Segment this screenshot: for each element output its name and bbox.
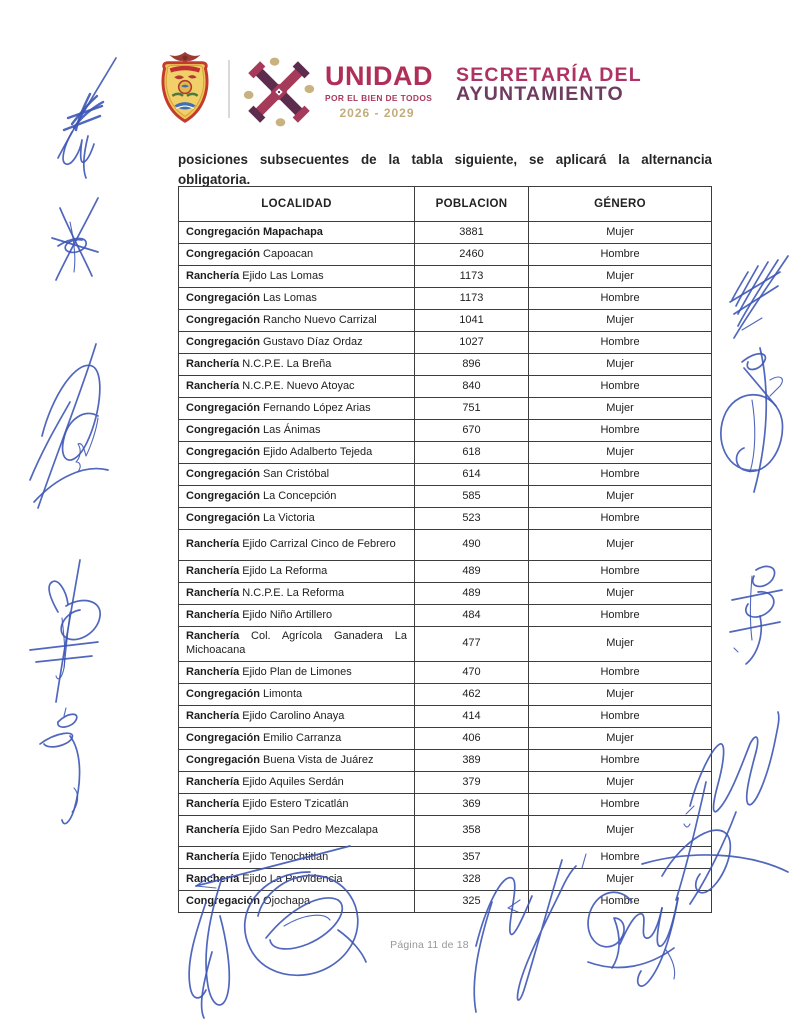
gender-cell: Mujer [529, 772, 712, 794]
table-row [179, 486, 712, 508]
brand-block [325, 61, 433, 120]
gender-cell: Hombre [529, 332, 712, 354]
table-row [179, 794, 712, 816]
signature-left-middle [30, 344, 108, 508]
population-cell: 462 [415, 684, 529, 706]
population-cell: 751 [415, 398, 529, 420]
table-row [179, 266, 712, 288]
population-cell: 357 [415, 847, 529, 869]
table-row [179, 750, 712, 772]
secretariat-block [456, 66, 642, 104]
population-cell: 389 [415, 750, 529, 772]
locality-cell: Congregación Ojochapa [179, 891, 415, 913]
table-row [179, 583, 712, 605]
population-cell: 1041 [415, 310, 529, 332]
secretariat-line2: AYUNTAMIENTO [456, 83, 624, 106]
gender-cell: Hombre [529, 706, 712, 728]
table-row [179, 376, 712, 398]
gender-cell: Hombre [529, 750, 712, 772]
gender-cell: Hombre [529, 891, 712, 913]
brand-years: 2026 - 2029 [339, 106, 415, 120]
table-row [179, 706, 712, 728]
gender-cell: Hombre [529, 508, 712, 530]
table-row [179, 398, 712, 420]
population-cell: 484 [415, 605, 529, 627]
column-header-genero: GÉNERO [529, 187, 712, 222]
population-cell: 489 [415, 583, 529, 605]
locality-cell: Congregación San Cristóbal [179, 464, 415, 486]
gender-cell: Hombre [529, 376, 712, 398]
locality-cell: Congregación Buena Vista de Juárez [179, 750, 415, 772]
locality-cell: Congregación Las Lomas [179, 288, 415, 310]
gender-cell: Mujer [529, 816, 712, 847]
population-cell: 614 [415, 464, 529, 486]
gender-cell: Mujer [529, 486, 712, 508]
locality-cell: Ranchería Ejido Tenochtitlan [179, 847, 415, 869]
gender-cell: Mujer [529, 583, 712, 605]
population-cell: 1173 [415, 288, 529, 310]
population-cell: 406 [415, 728, 529, 750]
table-row [179, 288, 712, 310]
gender-cell: Hombre [529, 847, 712, 869]
page-number: Página 11 de 18 [390, 939, 469, 951]
locality-cell: Ranchería Ejido Carrizal Cinco de Febrero [179, 530, 415, 561]
population-cell: 470 [415, 662, 529, 684]
unity-knot-logo-icon [242, 55, 316, 129]
table-row [179, 530, 712, 561]
table-row [179, 891, 712, 913]
locality-cell: Ranchería Ejido La Providencia [179, 869, 415, 891]
population-cell: 490 [415, 530, 529, 561]
locality-cell: Ranchería Ejido La Reforma [179, 561, 415, 583]
locality-cell: Ranchería Ejido Las Lomas [179, 266, 415, 288]
locality-cell: Congregación Mapachapa [179, 222, 415, 244]
locality-cell: Congregación Emilio Carranza [179, 728, 415, 750]
gender-cell: Hombre [529, 561, 712, 583]
population-cell: 1027 [415, 332, 529, 354]
locality-cell: Congregación Ejido Adalberto Tejeda [179, 442, 415, 464]
gender-cell: Hombre [529, 464, 712, 486]
gender-cell: Hombre [529, 420, 712, 442]
locality-cell: Congregación Limonta [179, 684, 415, 706]
coat-of-arms-icon [155, 50, 215, 128]
population-cell: 3881 [415, 222, 529, 244]
population-cell: 477 [415, 627, 529, 662]
population-cell: 1173 [415, 266, 529, 288]
table-row [179, 310, 712, 332]
gender-cell: Mujer [529, 728, 712, 750]
gender-cell: Mujer [529, 530, 712, 561]
table-row [179, 847, 712, 869]
table-row [179, 244, 712, 266]
gender-cell: Mujer [529, 442, 712, 464]
gender-cell: Hombre [529, 288, 712, 310]
gender-cell: Hombre [529, 605, 712, 627]
table-row [179, 605, 712, 627]
locality-cell: Ranchería Ejido Niño Artillero [179, 605, 415, 627]
population-cell: 618 [415, 442, 529, 464]
population-cell: 325 [415, 891, 529, 913]
table-row [179, 222, 712, 244]
locality-cell: Congregación La Concepción [179, 486, 415, 508]
intro-paragraph: posiciones subsecuentes de la tabla siguiente, se aplicará la alternancia obligatoria. [178, 152, 712, 187]
locality-cell: Ranchería Ejido Aquiles Serdán [179, 772, 415, 794]
population-cell: 2460 [415, 244, 529, 266]
locality-cell: Ranchería N.C.P.E. Nuevo Atoyac [179, 376, 415, 398]
locality-cell: Congregación Rancho Nuevo Carrizal [179, 310, 415, 332]
table-row [179, 354, 712, 376]
population-cell: 840 [415, 376, 529, 398]
population-cell: 489 [415, 561, 529, 583]
locality-cell: Congregación Fernando López Arias [179, 398, 415, 420]
gender-cell: Hombre [529, 244, 712, 266]
population-cell: 585 [415, 486, 529, 508]
population-cell: 358 [415, 816, 529, 847]
locality-cell: Ranchería Ejido San Pedro Mezcalapa [179, 816, 415, 847]
gender-cell: Mujer [529, 310, 712, 332]
table-row [179, 442, 712, 464]
table-row [179, 816, 712, 847]
column-header-poblacion: POBLACION [415, 187, 529, 222]
signature-right-upper [730, 256, 788, 338]
gender-cell: Mujer [529, 869, 712, 891]
gender-cell: Mujer [529, 266, 712, 288]
signature-top-left [58, 58, 116, 178]
gender-cell: Mujer [529, 627, 712, 662]
table-header-row [179, 187, 712, 222]
gender-cell: Mujer [529, 222, 712, 244]
population-cell: 670 [415, 420, 529, 442]
brand-title: UNIDAD [325, 61, 433, 91]
population-cell: 328 [415, 869, 529, 891]
table-row [179, 508, 712, 530]
table-row [179, 662, 712, 684]
table-body [179, 222, 712, 913]
gender-cell: Hombre [529, 662, 712, 684]
population-cell: 896 [415, 354, 529, 376]
locality-cell: Ranchería Ejido Carolino Anaya [179, 706, 415, 728]
table-row [179, 332, 712, 354]
locality-cell: Congregación Gustavo Díaz Ordaz [179, 332, 415, 354]
table-row [179, 869, 712, 891]
header-divider [228, 60, 230, 118]
signature-right-lower [730, 566, 782, 664]
gender-cell: Mujer [529, 398, 712, 420]
signature-left-lower [30, 560, 100, 702]
gender-cell: Mujer [529, 354, 712, 376]
secretariat-line1: SECRETARÍA DEL [456, 64, 642, 86]
locality-cell: Congregación Las Ánimas [179, 420, 415, 442]
population-cell: 523 [415, 508, 529, 530]
table-row [179, 728, 712, 750]
table-row [179, 420, 712, 442]
signature-right-middle [721, 348, 783, 492]
table-row [179, 627, 712, 662]
brand-subtitle: POR EL BIEN DE TODOS [325, 93, 433, 103]
locality-cell: Congregación La Victoria [179, 508, 415, 530]
population-cell: 369 [415, 794, 529, 816]
table-row [179, 684, 712, 706]
locality-table [178, 186, 712, 913]
locality-cell: Ranchería N.C.P.E. La Reforma [179, 583, 415, 605]
gender-cell: Hombre [529, 794, 712, 816]
signature-left-bottom [40, 708, 80, 824]
signature-left-upper [52, 198, 98, 280]
locality-cell: Ranchería Col. Agrícola Ganadera La Michoacana [179, 627, 415, 662]
locality-cell: Ranchería N.C.P.E. La Breña [179, 354, 415, 376]
column-header-localidad: LOCALIDAD [179, 187, 415, 222]
locality-cell: Ranchería Ejido Estero Tzicatlán [179, 794, 415, 816]
gender-cell: Mujer [529, 684, 712, 706]
table-row [179, 464, 712, 486]
table-row [179, 561, 712, 583]
locality-cell: Congregación Capoacan [179, 244, 415, 266]
population-cell: 414 [415, 706, 529, 728]
table-row [179, 772, 712, 794]
locality-cell: Ranchería Ejido Plan de Limones [179, 662, 415, 684]
population-cell: 379 [415, 772, 529, 794]
